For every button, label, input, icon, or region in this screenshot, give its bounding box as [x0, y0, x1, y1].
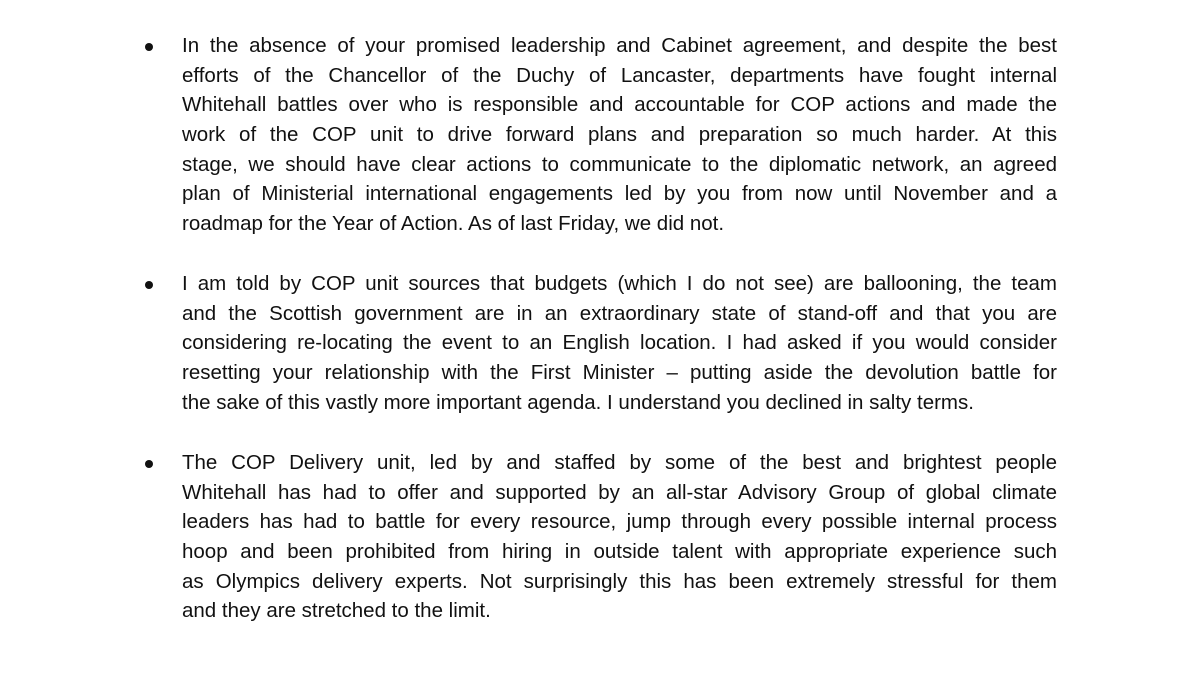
- text-line: and they are stretched to the limit.: [182, 599, 491, 623]
- text-line: efforts of the Chancellor of the Duchy of Lancaster, departments have fought internal: [182, 63, 1057, 87]
- text-line: The COP Delivery unit, led by and staffed by some of the best and brightest people: [182, 451, 1057, 474]
- text-line: plan of Ministerial international engagements led by you from now until November and a: [182, 182, 1057, 206]
- bullet-dot-icon: [145, 460, 153, 468]
- text-line: Whitehall battles over who is responsible and accountable for COP actions and made the: [182, 93, 1057, 117]
- bullet-dot-icon: [145, 43, 153, 51]
- text-line: I am told by COP unit sources that budgets (which I do not see) are ballooning, the team: [182, 272, 1057, 295]
- text-line: hoop and been prohibited from hiring in outside talent with appropriate experience such: [182, 540, 1057, 564]
- bullet-paragraph: [182, 269, 1057, 417]
- text-line: Whitehall has had to offer and supported by an all-star Advisory Group of global climate: [182, 480, 1057, 504]
- bullet-paragraph: [182, 31, 1057, 239]
- text-line: leaders has had to battle for every resource, jump through every possible internal process: [182, 510, 1057, 534]
- text-line: the sake of this vastly more important agenda. I understand you declined in salty terms.: [182, 390, 974, 414]
- text-line: roadmap for the Year of Action. As of last Friday, we did not.: [182, 212, 725, 236]
- text-line: stage, we should have clear actions to communicate to the diplomatic network, an agreed: [182, 152, 1057, 176]
- text-line: and the Scottish government are in an extraordinary state of stand-off and that you are: [182, 301, 1057, 325]
- text-line: resetting your relationship with the First Minister – putting aside the devolution battle for: [182, 361, 1057, 385]
- text-line: as Olympics delivery experts. Not surprisingly this has been extremely stressful for them: [182, 569, 1057, 593]
- bullet-paragraph: [182, 448, 1057, 626]
- bullet-dot-icon: [145, 281, 153, 289]
- text-line: In the absence of your promised leadership and Cabinet agreement, and despite the best: [182, 34, 1057, 57]
- text-line: considering re-locating the event to an English location. I had asked if you would consider: [182, 331, 1057, 355]
- text-line: work of the COP unit to drive forward plans and preparation so much harder. At this: [182, 123, 1057, 147]
